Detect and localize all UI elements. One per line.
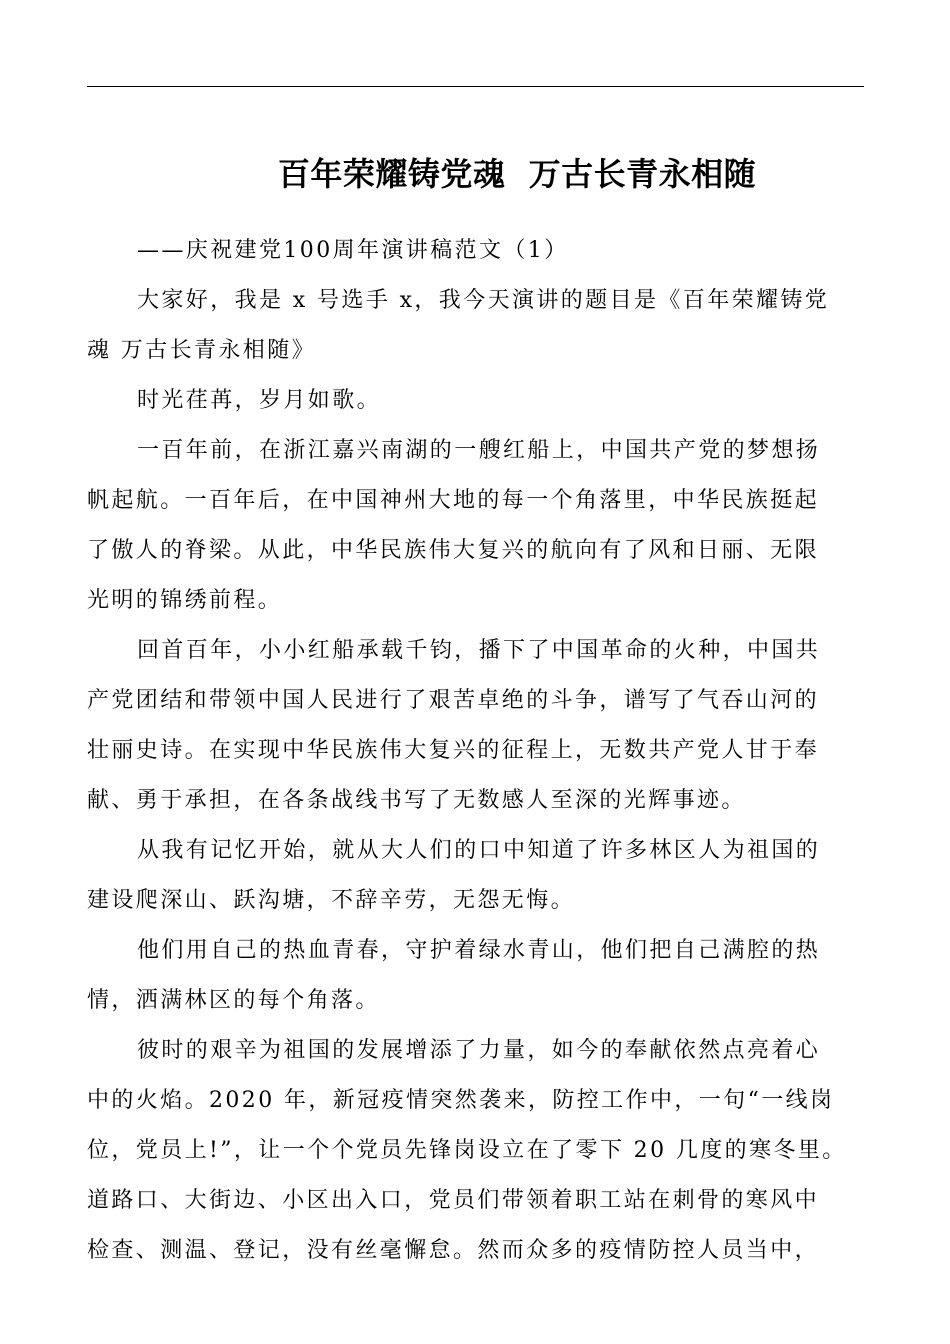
paragraph-line: 建设爬深山、跃沟塘，不辞辛劳，无怨无悔。	[87, 888, 576, 913]
paragraph-line: 了傲人的脊梁。从此，中华民族伟大复兴的航向有了风和日丽、无限	[87, 538, 820, 563]
paragraph-line: 从我有记忆开始，就从大人们的口中知道了许多林区人为祖国的	[137, 838, 821, 863]
paragraph-line: 一百年前，在浙江嘉兴南湖的一艘红船上，中国共产党的梦想扬	[137, 438, 821, 463]
paragraph-line: 帆起航。一百年后，在中国神州大地的每一个角落里，中华民族挺起	[87, 488, 820, 513]
header-rule	[87, 86, 864, 87]
paragraph-line: 他们用自己的热血青春，守护着绿水青山，他们把自己满腔的热	[137, 938, 821, 963]
paragraph-line: 回首百年，小小红船承载千钧，播下了中国革命的火种，中国共	[137, 638, 821, 663]
paragraph-line: 壮丽史诗。在实现中华民族伟大复兴的征程上，无数共产党人甘于奉	[87, 738, 820, 763]
paragraph-line: 光明的锦绣前程。	[87, 588, 283, 613]
document-body	[87, 226, 863, 1276]
paragraph-line: 道路口、大街边、小区出入口，党员们带领着职工站在刺骨的寒风中	[87, 1188, 820, 1213]
paragraph-line: 献、勇于承担，在各条战线书写了无数感人至深的光辉事迹。	[87, 788, 746, 813]
paragraph-line: 中的火焰。2020 年，新冠疫情突然袭来，防控工作中，一句“一线岗	[87, 1088, 835, 1113]
paragraph-line: 位，党员上!”，让一个个党员先锋岗设立在了零下 20 几度的寒冬里。	[87, 1138, 847, 1163]
paragraph-time	[87, 376, 863, 426]
paragraph-youth	[87, 926, 863, 1026]
subtitle-paragraph	[87, 226, 863, 276]
paragraph-line: 检查、测温、登记，没有丝毫懈怠。然而众多的疫情防控人员当中，	[87, 1238, 820, 1263]
paragraph-line: 彼时的艰辛为祖国的发展增添了力量，如今的奉献依然点亮着心	[137, 1038, 821, 1063]
document-subtitle: ——庆祝建党100周年演讲稿范文（1）	[137, 238, 569, 263]
paragraph-line: 情，洒满林区的每个角落。	[87, 988, 380, 1013]
paragraph-epidemic	[87, 1026, 863, 1276]
paragraph-red-boat	[87, 426, 863, 626]
paragraph-line: 时光荏苒，岁月如歌。	[137, 388, 382, 413]
paragraph-memory	[87, 826, 863, 926]
paragraph-line: 产党团结和带领中国人民进行了艰苦卓绝的斗争，谱写了气吞山河的	[87, 688, 820, 713]
paragraph-century-review	[87, 626, 863, 826]
paragraph-line: 魂 万古长青永相随》	[87, 338, 316, 363]
paragraph-intro	[87, 276, 863, 376]
document-title: 百年荣耀铸党魂 万古长青永相随	[277, 155, 757, 193]
paragraph-line: 大家好，我是 x 号选手 x，我今天演讲的题目是《百年荣耀铸党	[137, 288, 830, 313]
